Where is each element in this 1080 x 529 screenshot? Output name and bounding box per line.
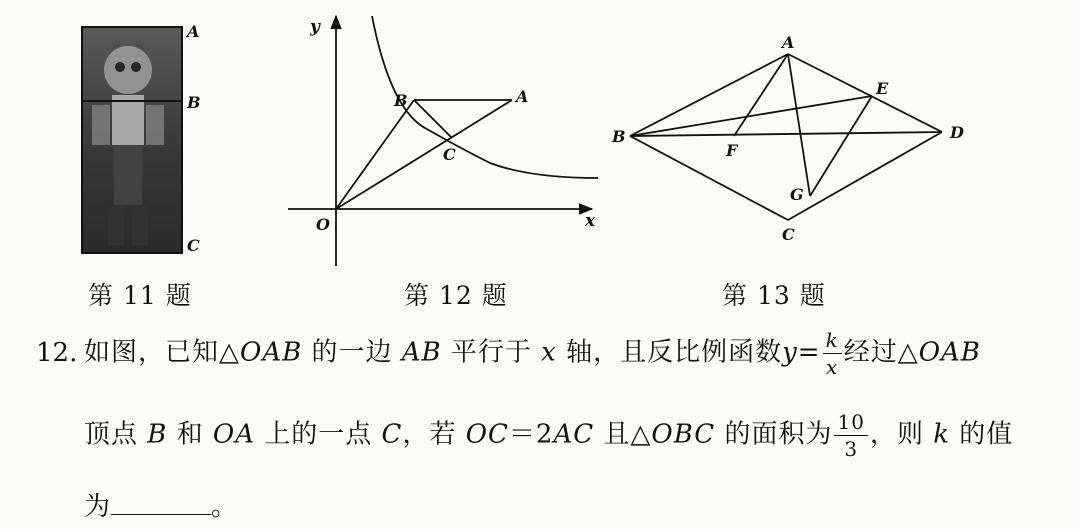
math-k: k — [933, 419, 950, 450]
caption-fig13: 第 13 题 — [722, 281, 826, 310]
label-a: A — [187, 22, 200, 41]
segment-eg — [810, 96, 872, 196]
text: 。 — [211, 492, 239, 522]
question-line-2 — [84, 412, 1013, 459]
math-equals-2: ＝2 — [508, 419, 554, 450]
segment-ad — [788, 54, 942, 132]
text: ，若 — [402, 419, 466, 450]
fraction-denominator: x — [826, 355, 839, 379]
math-b: B — [147, 419, 168, 450]
label-a: A — [516, 87, 529, 106]
math-equals: = — [797, 337, 821, 368]
math-c: C — [381, 419, 403, 450]
text: 轴，且反比例函数 — [556, 337, 783, 368]
math-oc: OC — [465, 419, 509, 450]
figure-13 — [610, 28, 980, 248]
text: 平行于 — [441, 337, 542, 368]
math-y: y — [782, 337, 798, 368]
math-x: x — [541, 337, 557, 368]
fraction-k-over-x — [823, 330, 842, 377]
label-c: C — [782, 225, 795, 244]
math-ac: AC — [553, 419, 595, 450]
fraction-numerator: k — [823, 330, 842, 354]
label-f: F — [726, 141, 738, 160]
text: 顶点 — [84, 419, 148, 450]
math-oa: OA — [212, 419, 255, 450]
label-g: G — [790, 185, 804, 204]
segment-bc — [630, 136, 788, 220]
segment-af — [734, 54, 788, 136]
math-oab: OAB — [918, 337, 981, 368]
figure-11 — [70, 15, 220, 265]
label-c: C — [443, 145, 456, 164]
label-d: D — [950, 123, 964, 142]
fraction-numerator: 10 — [834, 412, 867, 436]
label-b: B — [187, 93, 201, 112]
label-b: B — [394, 91, 408, 110]
question-line-1 — [84, 330, 981, 377]
segment-be — [630, 96, 872, 136]
fraction-denominator: 3 — [844, 437, 859, 461]
question-line-3 — [84, 486, 238, 523]
text: 经过△ — [843, 337, 919, 368]
caption-fig11: 第 11 题 — [88, 281, 192, 310]
text: 且△ — [594, 419, 652, 450]
text: 的面积为 — [715, 419, 833, 450]
math-ab: AB — [401, 337, 442, 368]
label-c: C — [187, 236, 200, 255]
label-b: B — [612, 127, 626, 146]
segment-oa — [336, 100, 512, 209]
caption-fig12: 第 12 题 — [404, 281, 508, 310]
segment-bd — [630, 132, 942, 136]
label-a: A — [782, 33, 795, 52]
fraction-10-over-3 — [834, 412, 867, 459]
answer-blank[interactable] — [111, 492, 211, 515]
label-e: E — [876, 79, 889, 98]
text: 如图，已知△ — [84, 337, 240, 368]
axis-label-y: y — [310, 17, 320, 37]
text: 为 — [84, 492, 112, 522]
text: 和 — [167, 419, 213, 450]
segment-ag — [788, 54, 810, 196]
math-obc: OBC — [651, 419, 716, 450]
question-number: 12. — [36, 338, 78, 368]
label-o: O — [316, 215, 330, 234]
text: 上的一点 — [255, 419, 382, 450]
text: 的值 — [949, 419, 1014, 450]
segment-ob — [336, 100, 414, 209]
text: 的一边 — [302, 337, 402, 368]
text: ，则 — [869, 419, 934, 450]
figure-12 — [280, 8, 610, 273]
math-oab: OAB — [240, 337, 303, 368]
segment-cd — [788, 132, 942, 220]
axis-label-x: x — [585, 211, 596, 231]
